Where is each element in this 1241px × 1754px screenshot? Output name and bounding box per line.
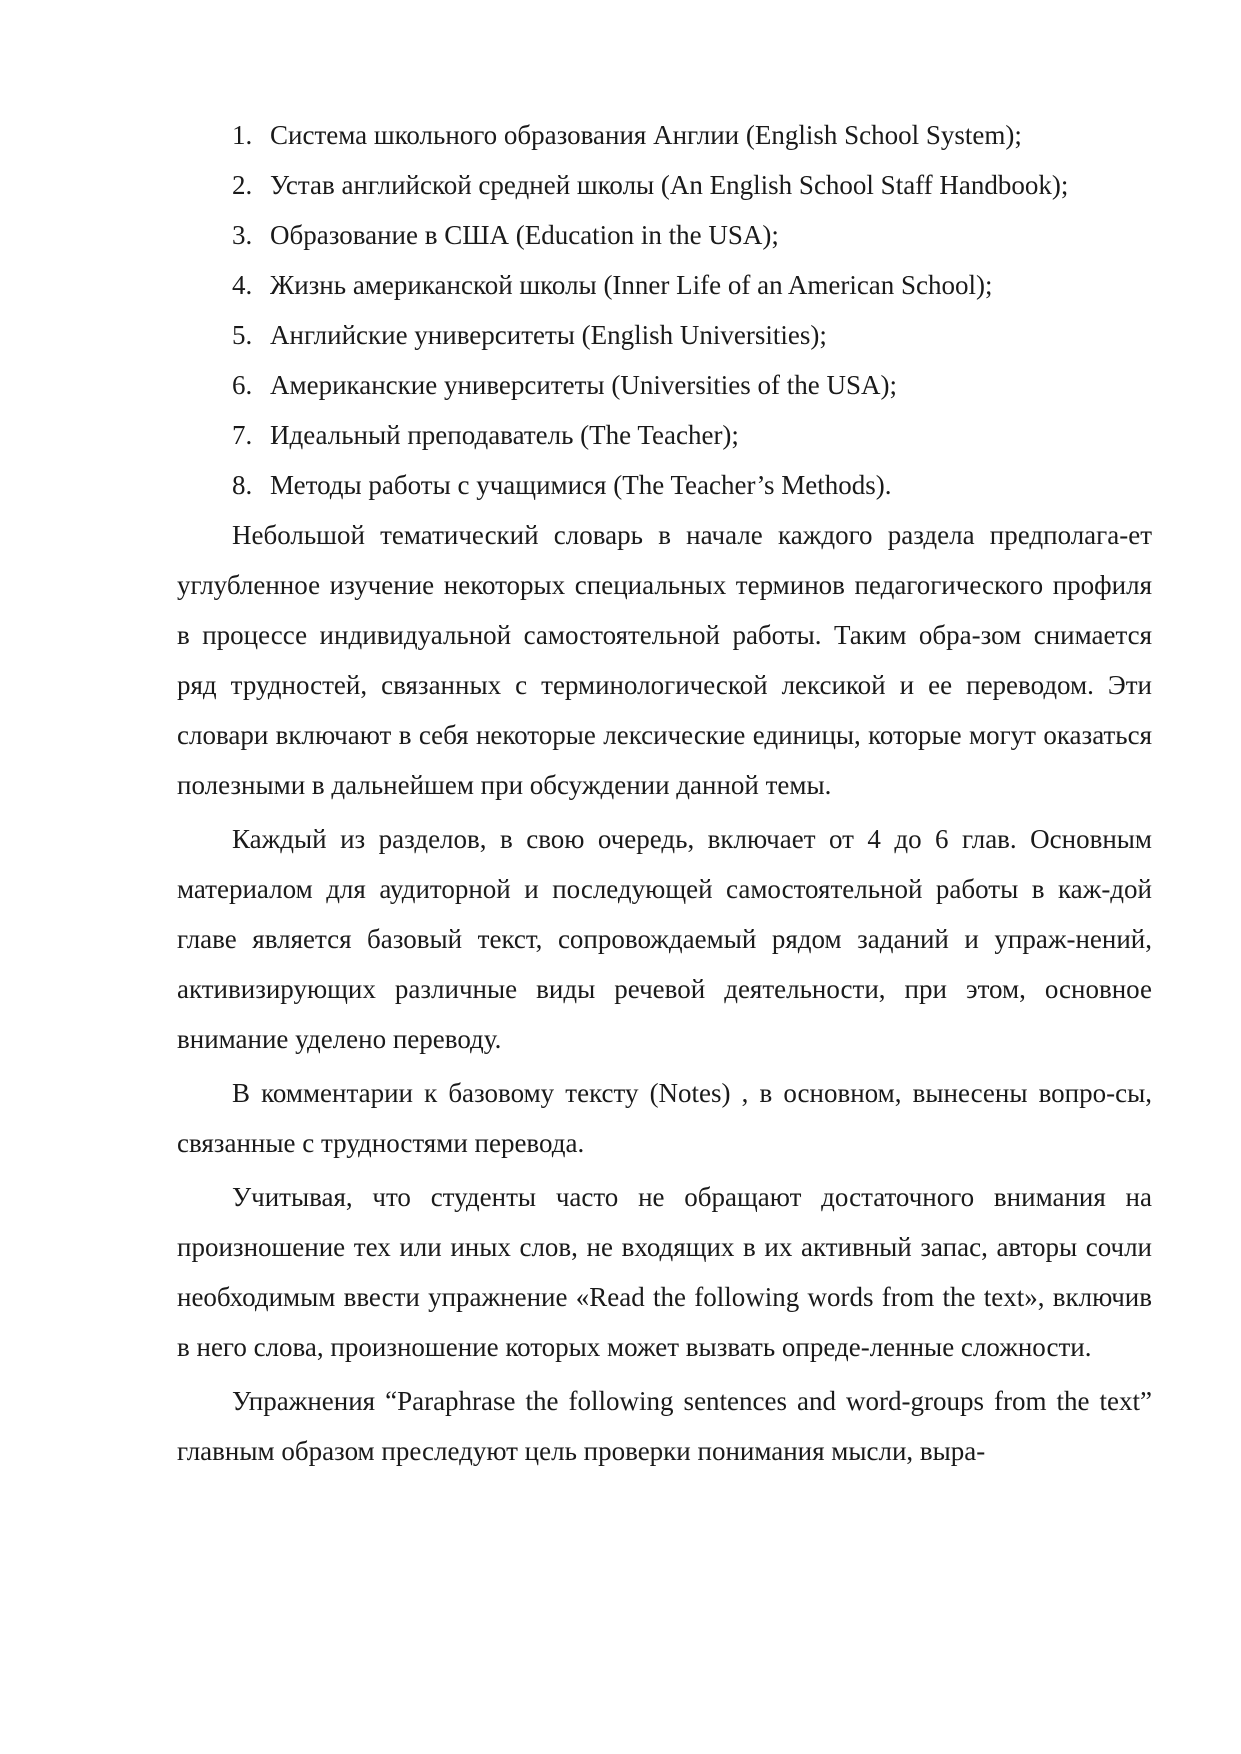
list-text: Идеальный преподаватель (The Teacher); [270, 420, 739, 450]
list-item [177, 410, 1152, 460]
paragraph-vocabulary: Небольшой тематический словарь в начале каждого раздела предполага-ет углубленное изучение некоторых специальных терминов педагогического профиля в процессе индивидуальной самостоятельной работы. Таким обра-зом снимается ряд трудностей, связанных с терминологической лексикой и ее переводом. Эти словари включают в себя некоторые лексические единицы, которые могут оказаться полезными в дальнейшем при обсуждении данной темы. [177, 520, 1152, 800]
list-item [177, 460, 1152, 510]
list-number: 4. [232, 270, 253, 300]
list-item [177, 110, 1152, 160]
paragraph-chapters: Каждый из разделов, в свою очередь, включает от 4 до 6 глав. Основным материалом для аудиторной и последующей самостоятельной работы в каж-дой главе является базовый текст, сопровождаемый рядом заданий и упраж-нений, активизирующих различные виды речевой деятельности, при этом, основное внимание уделено переводу. [177, 824, 1152, 1054]
list-number: 7. [232, 420, 253, 450]
list-number: 2. [232, 170, 253, 200]
list-text: Английские университеты (English Universities); [270, 320, 827, 350]
list-text: Система школьного образования Англии (English School System); [270, 120, 1022, 150]
list-number: 6. [232, 370, 253, 400]
paragraph-paraphrase: Упражнения “Paraphrase the following sentences and word-groups from the text” главным образом преследуют цель проверки понимания мысли, выра- [177, 1386, 1152, 1466]
list-item [177, 160, 1152, 210]
section-list [177, 110, 1152, 510]
list-number: 3. [232, 220, 253, 250]
list-number: 1. [232, 120, 253, 150]
document-page [177, 110, 1152, 1476]
list-text: Образование в США (Education in the USA); [270, 220, 779, 250]
list-text: Устав английской средней школы (An English School Staff Handbook); [270, 170, 1069, 200]
list-item [177, 360, 1152, 410]
list-text: Методы работы с учащимися (The Teacher’s Methods). [270, 470, 892, 500]
paragraph-notes: В комментарии к базовому тексту (Notes) , в основном, вынесены вопро-сы, связанные с трудностями перевода. [177, 1078, 1152, 1158]
list-text: Американские университеты (Universities of the USA); [270, 370, 898, 400]
paragraph-pronunciation: Учитывая, что студенты часто не обращают достаточного внимания на произношение тех или иных слов, не входящих в их активный запас, авторы сочли необходимым ввести упражнение «Read the following words from the text», включив в него слова, произношение которых может вызвать опреде-ленные сложности. [177, 1182, 1152, 1362]
list-text: Жизнь американской школы (Inner Life of an American School); [270, 270, 993, 300]
list-item [177, 260, 1152, 310]
list-number: 8. [232, 470, 253, 500]
list-item [177, 310, 1152, 360]
list-item [177, 210, 1152, 260]
list-number: 5. [232, 320, 253, 350]
